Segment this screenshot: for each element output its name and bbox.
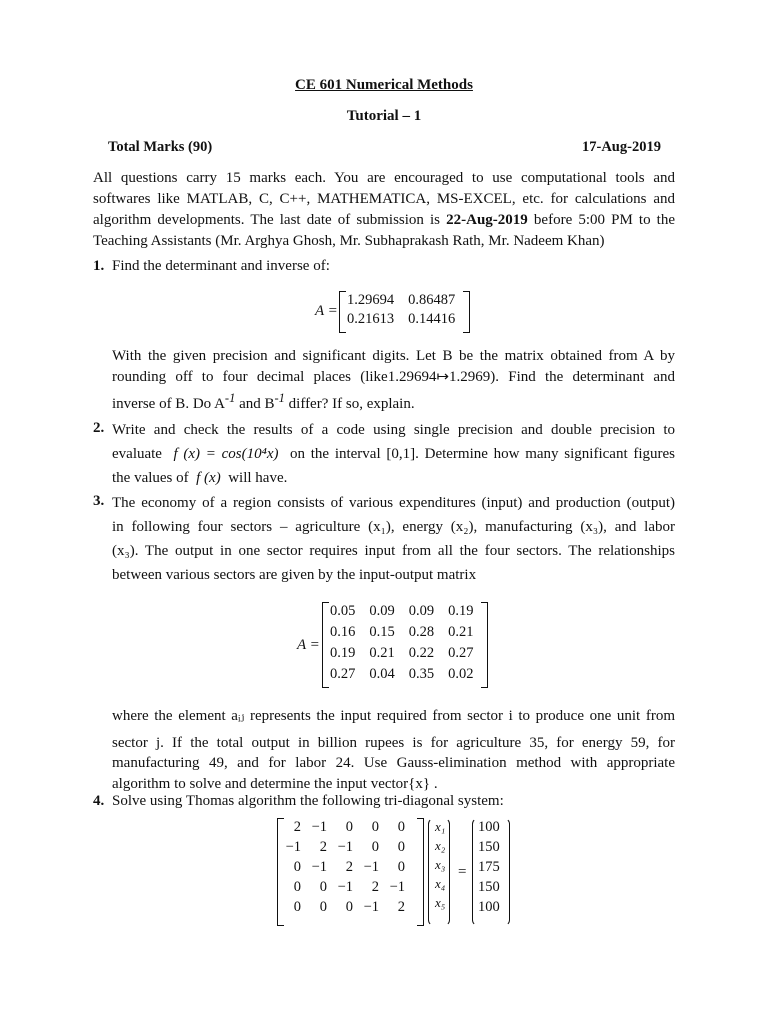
matrix-cell: 0.27 — [330, 666, 356, 682]
q3-line-4: between various sectors are given by the input-output matrix — [112, 567, 477, 583]
matrix-cell: 0 — [345, 819, 353, 835]
q3-matrix-left-bracket — [322, 602, 329, 688]
page-title: CE 601 Numerical Methods — [295, 77, 473, 93]
intro-line-2: softwares like MATLAB, C, C++, MATHEMATICA, MS-EXCEL, etc. for calculations and — [93, 191, 675, 207]
q2-line-3 — [112, 466, 675, 490]
matrix-cell: 0.16 — [330, 624, 356, 640]
q2-line-2 — [112, 442, 675, 466]
rounding-example: 1.29694↦1.2969 — [387, 369, 491, 385]
matrix-cell: 0.19 — [448, 603, 474, 619]
variable: x₂ — [435, 838, 446, 853]
q2-line-1: Write and check the results of a code using single precision and double precision to — [112, 422, 675, 438]
rhs-value: 100 — [478, 899, 500, 915]
q4-text: Solve using Thomas algorithm the following tri-diagonal system: — [112, 793, 504, 809]
q3-line-2: in following four sectors – agriculture (x₁), energy (x₂), manufacturing (x₃), and labor — [112, 519, 675, 535]
matrix-cell: 0.02 — [448, 666, 474, 682]
q1-para-line-3 — [112, 388, 675, 415]
matrix-cell: −1 — [363, 899, 379, 915]
q2-function: f (x) = cos(10⁴x) — [173, 446, 279, 462]
intro-line-4: Teaching Assistants (Mr. Arghya Ghosh, Mr. Subhaprakash Rath, Mr. Nadeem Khan) — [93, 233, 605, 249]
variable: x₁ — [435, 819, 446, 834]
q1-paragraph — [112, 346, 675, 415]
matrix-cell: 0.09 — [369, 603, 395, 619]
q1-matrix-right-bracket — [463, 291, 470, 333]
matrix-cell: 0 — [293, 879, 301, 895]
q4-rhs-vector — [478, 819, 500, 916]
q3-paragraph — [112, 491, 675, 587]
q3-matrix-label: A = — [297, 637, 320, 653]
matrix-cell: 0.35 — [408, 666, 435, 682]
page-subtitle: Tutorial – 1 — [346, 108, 422, 124]
matrix-cell: −1 — [389, 879, 405, 895]
q1-text: Find the determinant and inverse of: — [112, 258, 330, 274]
matrix-cell: 2 — [293, 819, 301, 835]
rhs-value: 150 — [478, 839, 500, 855]
q2-line-2-a: evaluate — [112, 446, 162, 462]
rhs-value: 150 — [478, 879, 500, 895]
matrix-cell: 0.19 — [330, 645, 356, 661]
matrix-cell: −1 — [363, 859, 379, 875]
matrix-cell: −1 — [311, 859, 327, 875]
matrix-cell: 0.86487 — [408, 292, 456, 308]
q4-variable-vector — [435, 819, 445, 911]
inverse-superscript-a: -1 — [224, 391, 236, 405]
q3-after-line-3: manufacturing 49, and for labor 24. Use Gauss-elimination method with appropriate — [112, 755, 675, 771]
intro-line-3 — [93, 210, 675, 231]
date: 17-Aug-2019 — [582, 139, 661, 155]
q1-p3-b: and B — [235, 396, 275, 412]
rhs-value: 175 — [478, 859, 500, 875]
matrix-cell: 0.21613 — [347, 311, 395, 327]
intro-line-3-c: before 5:00 PM to the — [527, 212, 675, 228]
q4-matrix — [283, 819, 405, 916]
q4-matrix-right-bracket — [417, 818, 424, 926]
q2-number: 2. — [93, 420, 105, 436]
q4-number: 4. — [93, 793, 105, 809]
intro-line-1: All questions carry 15 marks each. You are encouraged to use computational tools and — [93, 170, 675, 186]
inverse-superscript-b: -1 — [274, 391, 285, 405]
q2-paragraph — [112, 418, 675, 490]
matrix-cell: 0.15 — [369, 624, 395, 640]
matrix-cell: 0.09 — [408, 603, 435, 619]
q3-line-3: (x₃). The output in one sector requires input from all the four sectors. The relationships — [112, 543, 675, 559]
variable: x₄ — [435, 876, 446, 891]
q1-para-line-2 — [112, 367, 675, 388]
q3-number: 3. — [93, 493, 105, 509]
q2-fx: f (x) — [196, 470, 221, 486]
q3-matrix — [330, 603, 474, 683]
matrix-cell: −1 — [337, 839, 353, 855]
q1-para-line-1: With the given precision and significant digits. Let B be the matrix obtained from A by — [112, 348, 675, 364]
q2-line-3-b: will have. — [228, 470, 288, 486]
variable: x₅ — [435, 895, 446, 910]
q1-p3-c: differ? If so, explain. — [284, 396, 415, 412]
matrix-cell: 0.05 — [330, 603, 356, 619]
matrix-cell: 2 — [371, 879, 379, 895]
matrix-cell: 2 — [345, 859, 353, 875]
matrix-cell: 0 — [293, 859, 301, 875]
matrix-cell: 2 — [397, 899, 405, 915]
q3-after-line-1: where the element aᵢⱼ represents the input required from sector i to produce one unit from — [112, 708, 675, 724]
matrix-cell: 0 — [293, 899, 301, 915]
matrix-cell: 0 — [371, 839, 379, 855]
matrix-cell: 1.29694 — [347, 292, 395, 308]
q1-matrix-label: A = — [315, 303, 338, 319]
matrix-cell: 0.21 — [448, 624, 474, 640]
matrix-cell: −1 — [337, 879, 353, 895]
matrix-cell: 0.22 — [408, 645, 435, 661]
q1-matrix-left-bracket — [339, 291, 346, 333]
intro-line-3-a: algorithm developments. The last date of submission is — [93, 212, 447, 228]
q2-line-2-b: on the interval [0,1]. Determine how many significant figures — [290, 446, 676, 462]
q2-line-3-a: the values of — [112, 470, 189, 486]
q1-number: 1. — [93, 258, 105, 274]
q3-matrix-right-bracket — [481, 602, 488, 688]
matrix-cell: 2 — [319, 839, 327, 855]
matrix-cell: 0 — [345, 899, 353, 915]
matrix-cell: 0 — [397, 819, 405, 835]
intro-paragraph — [93, 168, 675, 252]
matrix-cell: 0 — [371, 819, 379, 835]
matrix-cell: 0.04 — [369, 666, 395, 682]
total-marks: Total Marks (90) — [108, 139, 213, 155]
matrix-cell: 0 — [397, 839, 405, 855]
q1-p2-a: rounding off to four decimal places (like — [112, 369, 388, 385]
matrix-cell: 0.28 — [408, 624, 435, 640]
matrix-cell: 0 — [319, 899, 327, 915]
submission-date: 22-Aug-2019 — [446, 212, 528, 228]
matrix-cell: 0.21 — [369, 645, 395, 661]
q1-matrix — [347, 292, 455, 328]
matrix-cell: 0.27 — [448, 645, 474, 661]
variable: x₃ — [435, 857, 446, 872]
q3-after-line-4: algorithm to solve and determine the input vector{x} . — [112, 776, 438, 792]
q3-after-paragraph — [112, 704, 675, 795]
matrix-cell: 0 — [397, 859, 405, 875]
q3-after-line-2: sector j. If the total output in billion rupees is for agriculture 35, for energy 59, for — [112, 735, 675, 751]
rhs-value: 100 — [478, 819, 500, 835]
q4-equals-sign: = — [458, 864, 467, 880]
q3-line-1: The economy of a region consists of various expenditures (input) and production (output) — [112, 495, 675, 511]
matrix-cell: 0.14416 — [408, 311, 456, 327]
q1-p2-c: ). Find the determinant and — [490, 369, 675, 385]
matrix-cell: 0 — [319, 879, 327, 895]
matrix-cell: −1 — [285, 839, 301, 855]
q1-p3-a: inverse of B. Do A — [112, 396, 225, 412]
matrix-cell: −1 — [311, 819, 327, 835]
